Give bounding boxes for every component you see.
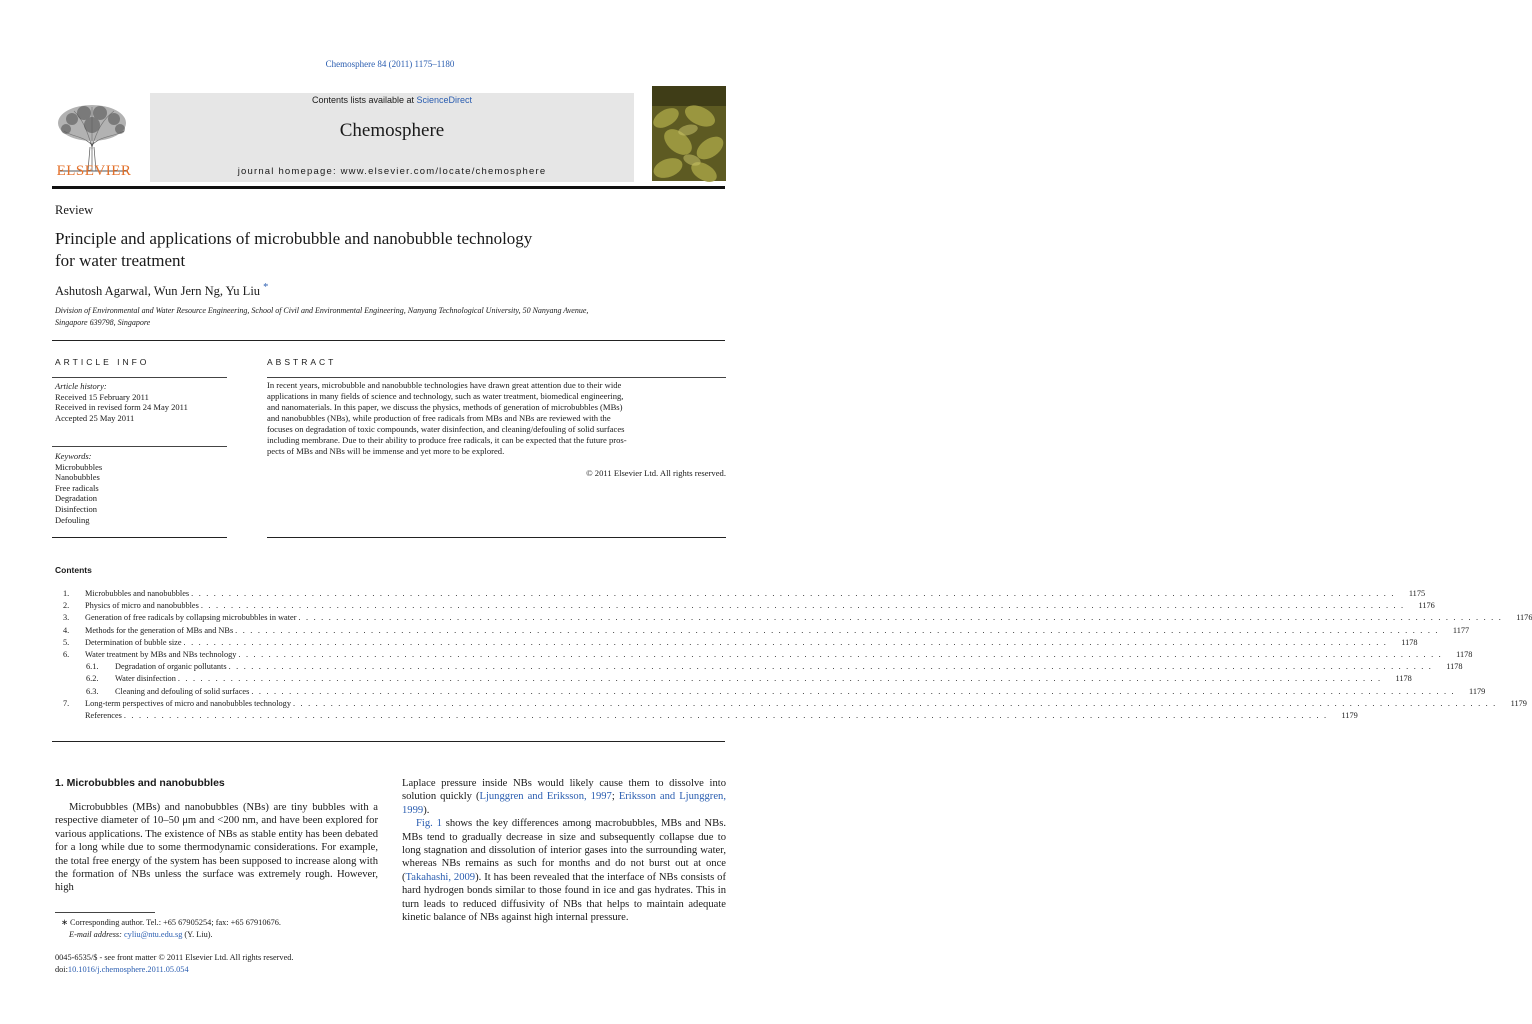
body-right-paragraph-1 xyxy=(402,777,726,817)
journal-homepage[interactable]: journal homepage: www.elsevier.com/locate/chemosphere xyxy=(237,166,547,177)
keyword-item: Free radicals xyxy=(55,482,99,493)
affiliation xyxy=(55,305,715,328)
paragraph-text: ; xyxy=(611,791,619,803)
abstract-heading: ABSTRACT xyxy=(267,357,337,367)
paragraph-text: Laplace pressure inside NBs would likely cause them to dissolve into solution quickly ( xyxy=(402,778,726,803)
toc-entry-number: 6.2. xyxy=(86,674,99,684)
figure-link[interactable]: Fig. 1 xyxy=(416,818,442,830)
abstract-rule xyxy=(267,377,726,378)
toc-entry[interactable] xyxy=(55,625,1470,637)
keywords-label: Keywords: xyxy=(55,451,92,461)
toc-entry[interactable] xyxy=(55,612,1532,624)
contents-rule xyxy=(52,741,725,742)
doi-link[interactable]: 10.1016/j.chemosphere.2011.05.054 xyxy=(67,964,189,974)
sciencedirect-link[interactable]: ScienceDirect xyxy=(416,95,473,105)
abstract-line: and nanomaterials. In this paper, we discuss the physics, methods of generation of microbubbles (MBs) xyxy=(267,402,623,412)
toc-entry-page: 1176 xyxy=(1516,613,1532,623)
toc-entry-number: 2. xyxy=(63,601,70,611)
paragraph-text: ). It has been revealed that the interface of NBs consists of hard hydrogen bonds similar to those found in ice and gas hydrates. This in turn leads to reduced diffusivity of NBs that helps to maintain adequate kinetic balance of NBs against high internal pressure. xyxy=(402,871,727,924)
toc-leader-dots: . . . . . . . . . . . . . . . . . . . . . . . . . . . . . . . . . . . . . . . . . . . . . . . . . . . . . . . . . . . . . . . . . . . . . . . . . . . . . . . . . . . . . . . . . . . . . . . . . . . . . . . . . . . . . . . . . . . . . . . . . . . . . . . . . . . . . . . . . . . . . . . . . . . . . . . . . . . . . . . . xyxy=(292,698,1497,708)
article-info-heading: ARTICLE INFO xyxy=(55,357,150,367)
toc-entry[interactable] xyxy=(55,588,1426,600)
keyword-item: Degradation xyxy=(55,493,98,504)
citation-link[interactable]: Ljunggren and Eriksson, 1997 xyxy=(479,791,612,803)
toc-leader-dots: . . . . . . . . . . . . . . . . . . . . . . . . . . . . . . . . . . . . . . . . . . . . . . . . . . . . . . . . . . . . . . . . . . . . . . . . . . . . . . . . . . . . . . . . . . . . . . . . . . . . . . . . . . . . . . . . . . . . . . . . . . . . . . . . . . . . . . . . . . . . . . . . . . . . . . . . . . . . . . . . xyxy=(200,601,1405,611)
footnote xyxy=(55,917,385,940)
keyword-item: Nanobubbles xyxy=(55,472,100,483)
toc-entry[interactable] xyxy=(55,600,1435,612)
toc-entry-label: Microbubbles and nanobubbles xyxy=(85,589,190,598)
history-received: Received 15 February 2011 xyxy=(55,391,149,402)
authors-text: Ashutosh Agarwal, Wun Jern Ng, Yu Liu xyxy=(55,284,261,299)
toc-entry-page: 1179 xyxy=(1341,710,1358,720)
journal-cover-image xyxy=(652,86,726,181)
title-line-1: Principle and applications of microbubble and nanobubble technology xyxy=(55,229,533,248)
toc-leader-dots: . . . . . . . . . . . . . . . . . . . . . . . . . . . . . . . . . . . . . . . . . . . . . . . . . . . . . . . . . . . . . . . . . . . . . . . . . . . . . . . . . . . . . . . . . . . . . . . . . . . . . . . . . . . . . . . . . . . . . . . . . . . . . . . . . . . . . . . . . . . . . . . . . . . . . . . . . . . . . . . . xyxy=(298,613,1503,623)
toc-entry-page: 1176 xyxy=(1418,601,1435,611)
article-info-rule xyxy=(52,377,227,378)
title-rule xyxy=(52,340,725,341)
toc-entry[interactable] xyxy=(55,710,1358,722)
toc-leader-dots: . . . . . . . . . . . . . . . . . . . . . . . . . . . . . . . . . . . . . . . . . . . . . . . . . . . . . . . . . . . . . . . . . . . . . . . . . . . . . . . . . . . . . . . . . . . . . . . . . . . . . . . . . . . . . . . . . . . . . . . . . . . . . . . . . . . . . . . . . . . . . . . . . . . . . . . . . . . . . . . . xyxy=(191,589,1396,598)
toc-entry-page: 1178 xyxy=(1395,674,1412,684)
section-1-heading: 1. Microbubbles and nanobubbles xyxy=(55,777,225,789)
toc-entry-number: 1. xyxy=(63,589,70,598)
email-link[interactable]: cyliu@ntu.edu.sg xyxy=(124,929,183,939)
toc-entry[interactable] xyxy=(55,649,1473,661)
toc-entry-page: 1175 xyxy=(1408,589,1426,598)
doi-line xyxy=(55,964,385,976)
article-info-bottom-rule xyxy=(52,537,227,538)
contents-lists-prefix: Contents lists available at xyxy=(311,95,417,105)
toc-leader-dots: . . . . . . . . . . . . . . . . . . . . . . . . . . . . . . . . . . . . . . . . . . . . . . . . . . . . . . . . . . . . . . . . . . . . . . . . . . . . . . . . . . . . . . . . . . . . . . . . . . . . . . . . . . . . . . . . . . . . . . . . . . . . . . . . . . . . . . . . . . . . . . . . . . . . . . . . . . . . . . . . xyxy=(183,637,1388,647)
email-label: E-mail address: xyxy=(69,929,124,939)
publisher-logo-text: ELSEVIER xyxy=(56,163,132,179)
toc-leader-dots: . . . . . . . . . . . . . . . . . . . . . . . . . . . . . . . . . . . . . . . . . . . . . . . . . . . . . . . . . . . . . . . . . . . . . . . . . . . . . . . . . . . . . . . . . . . . . . . . . . . . . . . . . . . . . . . . . . . . . . . . . . . . . . . . . . . . . . . . . . . . . . . . . . . . . . . . . . . . . . . . xyxy=(235,625,1440,635)
body-left-paragraph: Microbubbles (MBs) and nanobubbles (NBs) are tiny bubbles with a respective diameter of 10–50 μm and <200 nm, and have been explored for various applications. The existence of NBs as stable entity has been debated for a long while due to some thermodynamic considerations. For example, the total free energy of the system has been supposed to increase along with the formation of NBs unless the surface was extremely rough. However, high xyxy=(55,802,378,894)
abstract-copyright: © 2011 Elsevier Ltd. All rights reserved. xyxy=(586,468,726,478)
email-suffix: (Y. Liu). xyxy=(182,929,213,939)
keyword-item: Microbubbles xyxy=(55,461,103,472)
table-of-contents xyxy=(55,588,1532,722)
article-title xyxy=(55,228,695,272)
keyword-item: Defouling xyxy=(55,514,90,525)
journal-reference[interactable]: Chemosphere 84 (2011) 1175–1180 xyxy=(325,59,455,69)
toc-leader-dots: . . . . . . . . . . . . . . . . . . . . . . . . . . . . . . . . . . . . . . . . . . . . . . . . . . . . . . . . . . . . . . . . . . . . . . . . . . . . . . . . . . . . . . . . . . . . . . . . . . . . . . . . . . . . . . . . . . . . . . . . . . . . . . . . . . . . . . . . . . . . . . . . . . . . . . . . . . . . . . . . xyxy=(228,662,1433,672)
article-info-divider xyxy=(52,446,227,447)
toc-entry-number: 5. xyxy=(63,637,70,647)
toc-entry-label: Methods for the generation of MBs and NBs xyxy=(85,625,234,635)
toc-entry-page: 1178 xyxy=(1456,649,1473,659)
toc-entry-number xyxy=(55,710,85,722)
toc-leader-dots: . . . . . . . . . . . . . . . . . . . . . . . . . . . . . . . . . . . . . . . . . . . . . . . . . . . . . . . . . . . . . . . . . . . . . . . . . . . . . . . . . . . . . . . . . . . . . . . . . . . . . . . . . . . . . . . . . . . . . . . . . . . . . . . . . . . . . . . . . . . . . . . . . . . . . . . . . . . . . . . . xyxy=(177,674,1382,684)
article-type: Review xyxy=(55,203,94,217)
history-accepted: Accepted 25 May 2011 xyxy=(55,412,135,423)
toc-entry[interactable] xyxy=(55,673,1412,685)
affiliation-line-2: Singapore 639798, Singapore xyxy=(55,317,151,327)
abstract-line: focuses on degradation of toxic compounds, water disinfection, and cleaning/defouling of solid surfaces xyxy=(267,424,625,434)
toc-entry[interactable] xyxy=(55,686,1486,698)
abstract-line: and nanobubbles (NBs), while production of free radicals from MBs and NBs are reviewed with the xyxy=(267,413,611,423)
abstract-bottom-rule xyxy=(267,537,726,538)
journal-cover-leaves-icon xyxy=(652,86,726,181)
toc-entry-label: Water treatment by MBs and NBs technology xyxy=(85,649,237,659)
toc-entry-label: Long-term perspectives of micro and nanobubbles technology xyxy=(85,698,291,708)
paragraph-text: shows the key differences among macrobubbles, MBs and NBs. MBs tend to gradually decrease in size and subsequently collapse due to long stagnation and dissolution of interior gases into the surrounding water, whereas NBs remains as such for months and do not burst out at once ( xyxy=(402,818,726,883)
toc-entry-number: 3. xyxy=(63,613,70,623)
toc-entry-label: Generation of free radicals by collapsing microbubbles in water xyxy=(85,613,297,623)
abstract-text xyxy=(267,380,726,457)
paragraph-text: ). xyxy=(423,804,430,816)
affiliation-line-1: Division of Environmental and Water Resource Engineering, School of Civil and Environmental Engineering, Nanyang Technological University, 50 Nanyang Avenue, xyxy=(55,306,589,315)
article-history xyxy=(55,381,227,423)
keyword-item: Disinfection xyxy=(55,503,98,514)
history-revised: Received in revised form 24 May 2011 xyxy=(55,402,188,413)
title-line-2: for water treatment xyxy=(55,251,186,270)
contents-heading: Contents xyxy=(55,565,92,575)
toc-entry-number: 6. xyxy=(63,649,70,659)
toc-entry[interactable] xyxy=(55,661,1463,673)
toc-entry[interactable] xyxy=(55,637,1418,649)
toc-entry-number: 6.3. xyxy=(86,686,99,696)
toc-entry-label: Water disinfection xyxy=(115,674,176,684)
toc-leader-dots: . . . . . . . . . . . . . . . . . . . . . . . . . . . . . . . . . . . . . . . . . . . . . . . . . . . . . . . . . . . . . . . . . . . . . . . . . . . . . . . . . . . . . . . . . . . . . . . . . . . . . . . . . . . . . . . . . . . . . . . . . . . . . . . . . . . . . . . . . . . . . . . . . . . . . . . . . . . . . . . . xyxy=(123,710,1328,720)
body-right-column xyxy=(402,777,726,924)
front-matter-meta xyxy=(55,952,385,975)
citation-link[interactable]: Eriksson and Ljunggren, 1999 xyxy=(402,791,726,816)
toc-entry-page: 1178 xyxy=(1401,637,1418,647)
doi-label: doi: xyxy=(55,964,68,974)
abstract-line: including membrane. Due to their ability to produce free radicals, it can be expected that the future pros- xyxy=(267,435,627,445)
corresponding-author-note: ∗ Corresponding author. Tel.: +65 67905254; fax: +65 67910676. xyxy=(61,918,281,927)
toc-entry-page: 1179 xyxy=(1469,686,1486,696)
body-right-paragraph-2 xyxy=(402,817,726,924)
toc-entry-number: 6.1. xyxy=(86,662,99,672)
toc-entry-label: Determination of bubble size xyxy=(85,637,182,647)
issn-line: 0045-6535/$ - see front matter © 2011 Elsevier Ltd. All rights reserved. xyxy=(55,953,294,962)
abstract-line: pects of MBs and NBs will be immense and yet more to be explored. xyxy=(267,446,505,456)
toc-entry-page: 1177 xyxy=(1452,625,1470,635)
keywords-block xyxy=(55,451,227,525)
toc-leader-dots: . . . . . . . . . . . . . . . . . . . . . . . . . . . . . . . . . . . . . . . . . . . . . . . . . . . . . . . . . . . . . . . . . . . . . . . . . . . . . . . . . . . . . . . . . . . . . . . . . . . . . . . . . . . . . . . . . . . . . . . . . . . . . . . . . . . . . . . . . . . . . . . . . . . . . . . . . . . . . . . . xyxy=(251,686,1456,696)
toc-entry-number: 4. xyxy=(63,625,70,635)
header-rule xyxy=(52,186,725,189)
contents-lists-line xyxy=(150,95,634,105)
author-list xyxy=(55,282,268,299)
corresponding-author-mark[interactable]: * xyxy=(263,282,269,293)
journal-name: Chemosphere xyxy=(339,120,445,141)
citation-link[interactable]: Takahashi, 2009 xyxy=(405,871,476,883)
abstract-line: applications in many fields of science and technology, such as water treatment, biomedical engineering, xyxy=(267,391,624,401)
toc-entry[interactable] xyxy=(55,698,1527,710)
history-label: Article history: xyxy=(55,381,107,391)
toc-entry-page: 1179 xyxy=(1510,698,1527,708)
email-line xyxy=(55,929,385,941)
abstract-line: In recent years, microbubble and nanobubble technologies have drawn great attention due to their wide xyxy=(267,380,622,390)
toc-entry-label: Cleaning and defouling of solid surfaces xyxy=(115,686,250,696)
toc-entry-label: Degradation of organic pollutants xyxy=(115,662,227,672)
footnote-rule xyxy=(55,912,155,913)
toc-entry-number: 7. xyxy=(63,698,70,708)
toc-entry-label: References xyxy=(85,710,122,720)
toc-entry-label: Physics of micro and nanobubbles xyxy=(85,601,199,611)
toc-leader-dots: . . . . . . . . . . . . . . . . . . . . . . . . . . . . . . . . . . . . . . . . . . . . . . . . . . . . . . . . . . . . . . . . . . . . . . . . . . . . . . . . . . . . . . . . . . . . . . . . . . . . . . . . . . . . . . . . . . . . . . . . . . . . . . . . . . . . . . . . . . . . . . . . . . . . . . . . . . . . . . . . xyxy=(238,649,1443,659)
toc-entry-page: 1178 xyxy=(1446,662,1463,672)
